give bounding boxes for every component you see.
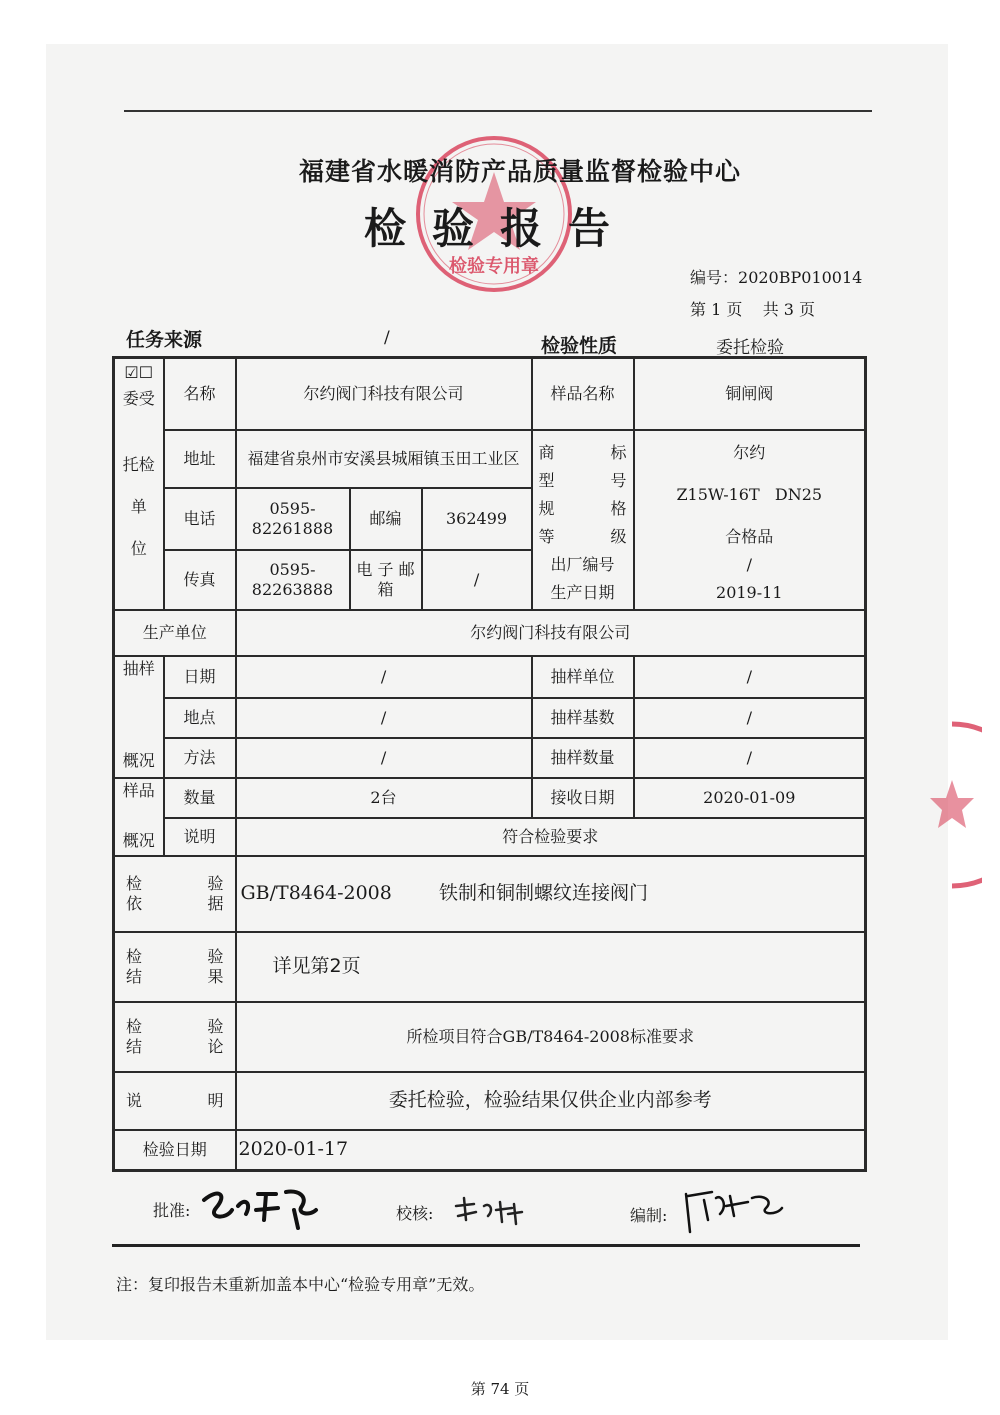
basis-standard: GB/T8464-2008	[240, 882, 392, 905]
sampling-quantity-value: /	[634, 738, 866, 778]
table-row	[114, 1130, 866, 1170]
sampling-unit-label: 抽样单位	[532, 656, 634, 698]
table-row	[114, 778, 866, 818]
partial-seal-icon	[922, 720, 982, 890]
sample-remark-value: 符合检验要求	[236, 818, 866, 856]
grade-label-b: 级	[610, 526, 627, 546]
client-side-label-3: 单	[130, 497, 147, 516]
sample-name-label: 样品名称	[532, 358, 634, 430]
table-row	[114, 1002, 866, 1072]
production-date-label: 生产日期	[550, 582, 615, 602]
client-address-value: 福建省泉州市安溪县城厢镇玉田工业区	[236, 430, 532, 488]
basis-label-c: 依	[126, 894, 143, 914]
prepare-signature-icon	[682, 1186, 786, 1236]
inspection-date-value: 2020-01-17	[236, 1130, 866, 1170]
sampling-base-label: 抽样基数	[532, 698, 634, 738]
basis-value	[236, 856, 866, 932]
sampling-date-value: /	[236, 656, 532, 698]
table-row	[114, 932, 866, 1002]
table-row	[114, 656, 866, 698]
postcode-label: 邮编	[350, 488, 422, 550]
model-label-a: 型	[538, 470, 555, 490]
remarks-label-a: 说	[126, 1091, 143, 1111]
results-label-d: 果	[207, 967, 224, 987]
sample-count-value: 2台	[236, 778, 532, 818]
check-signature-icon	[452, 1194, 532, 1228]
fax-value: 0595-82263888	[236, 550, 350, 610]
table-row	[114, 610, 866, 656]
receive-date-label: 接收日期	[532, 778, 634, 818]
sampling-place-label: 地点	[164, 698, 236, 738]
table-row	[114, 430, 866, 488]
client-side-label-1: 委受	[122, 389, 155, 408]
conclusion-label	[114, 1002, 236, 1072]
remarks-label	[114, 1072, 236, 1130]
page-number: 第 74 页	[470, 1380, 530, 1398]
email-label: 电 子 邮 箱	[350, 550, 422, 610]
approve-label: 批准:	[153, 1201, 191, 1220]
model-spec-value: Z15W-16T DN25	[676, 484, 823, 504]
prepare-label: 编制:	[630, 1206, 668, 1225]
client-name-label: 名称	[164, 358, 236, 430]
sample-side-bottom: 概况	[122, 830, 155, 850]
serial-value: /	[746, 554, 752, 574]
report-table	[112, 356, 867, 1172]
table-row	[114, 698, 866, 738]
basis-label-a: 检	[126, 874, 143, 894]
results-label-a: 检	[126, 947, 143, 967]
footer-note: 注：复印报告未重新加盖本中心“检验专用章”无效。	[116, 1275, 485, 1294]
sampling-side-cell	[114, 656, 164, 778]
spec-label-a: 规	[538, 498, 555, 518]
sample-name-value: 铜闸阀	[634, 358, 866, 430]
manufacturer-label: 生产单位	[114, 610, 236, 656]
sampling-date-label: 日期	[164, 656, 236, 698]
client-side-label-4: 位	[130, 539, 147, 558]
production-date-value: 2019-11	[716, 582, 783, 602]
table-row	[114, 1072, 866, 1130]
basis-label	[114, 856, 236, 932]
sample-side-top: 样品	[122, 780, 155, 800]
report-title: 检验报告	[363, 204, 636, 253]
grade-label-a: 等	[538, 526, 555, 546]
sample-remark-label: 说明	[164, 818, 236, 856]
brand-value: 尔约	[733, 442, 766, 462]
results-value: 详见第2页	[236, 932, 866, 1002]
conclusion-label-c: 结	[126, 1037, 143, 1057]
brand-label-a: 商	[538, 442, 555, 462]
sampling-method-label: 方法	[164, 738, 236, 778]
spec-label-b: 格	[610, 498, 627, 518]
sampling-side-bottom: 概况	[122, 750, 155, 770]
client-side-label-2: 托检	[122, 455, 155, 474]
sampling-method-value: /	[236, 738, 532, 778]
task-source-value: /	[384, 328, 390, 348]
organization-name: 福建省水暖消防产品质量监督检验中心	[298, 157, 741, 186]
sampling-side-top: 抽样	[122, 658, 155, 678]
inspection-nature-label: 检验性质	[541, 335, 618, 357]
page-info: 第 1 页 共 3 页	[690, 300, 816, 319]
table-row	[114, 738, 866, 778]
basis-label-b: 验	[207, 874, 224, 894]
report-number-value: 2020BP010014	[738, 268, 863, 287]
conclusion-label-d: 论	[207, 1037, 224, 1057]
phone-label: 电话	[164, 488, 236, 550]
serial-label: 出厂编号	[550, 554, 615, 574]
sampling-base-value: /	[634, 698, 866, 738]
table-row	[114, 856, 866, 932]
report-number	[690, 265, 862, 288]
client-name-value: 尔约阀门科技有限公司	[236, 358, 532, 430]
inspection-nature-value: 委托检验	[716, 338, 784, 358]
conclusion-label-b: 验	[207, 1017, 224, 1037]
sample-attr-values	[634, 430, 866, 610]
phone-value: 0595-82261888	[236, 488, 350, 550]
svg-text:检验专用章: 检验专用章	[449, 256, 539, 277]
basis-label-d: 据	[207, 894, 224, 914]
results-label	[114, 932, 236, 1002]
fax-label: 传真	[164, 550, 236, 610]
table-row	[114, 358, 866, 430]
email-value: /	[422, 550, 532, 610]
checkbox-marks: ☑☐	[124, 363, 154, 382]
manufacturer-value: 尔约阀门科技有限公司	[236, 610, 866, 656]
check-label: 校核:	[396, 1204, 434, 1223]
brand-label-b: 标	[610, 442, 627, 462]
bottom-rule	[112, 1244, 860, 1247]
remarks-label-b: 明	[207, 1091, 224, 1111]
sample-side-cell	[114, 778, 164, 856]
sampling-quantity-label: 抽样数量	[532, 738, 634, 778]
receive-date-value: 2020-01-09	[634, 778, 866, 818]
postcode-value: 362499	[422, 488, 532, 550]
inspection-date-label: 检验日期	[114, 1130, 236, 1170]
sampling-place-value: /	[236, 698, 532, 738]
sampling-unit-value: /	[634, 656, 866, 698]
client-address-label: 地址	[164, 430, 236, 488]
approve-signature-icon	[198, 1180, 328, 1234]
task-source-label: 任务来源	[126, 329, 203, 351]
sample-attr-labels	[532, 430, 634, 610]
table-row	[114, 818, 866, 856]
conclusion-label-a: 检	[126, 1017, 143, 1037]
model-label-b: 号	[610, 470, 627, 490]
report-number-label: 编号：	[690, 268, 739, 287]
client-side-cell	[114, 358, 164, 610]
results-label-c: 结	[126, 967, 143, 987]
grade-value: 合格品	[725, 526, 774, 546]
conclusion-value: 所检项目符合GB/T8464-2008标准要求	[236, 1002, 866, 1072]
basis-standard-name: 铁制和铜制螺纹连接阀门	[438, 882, 648, 905]
results-label-b: 验	[207, 947, 224, 967]
sample-count-label: 数量	[164, 778, 236, 818]
top-rule	[124, 110, 872, 112]
remarks-value: 委托检验，检验结果仅供企业内部参考	[236, 1072, 866, 1130]
